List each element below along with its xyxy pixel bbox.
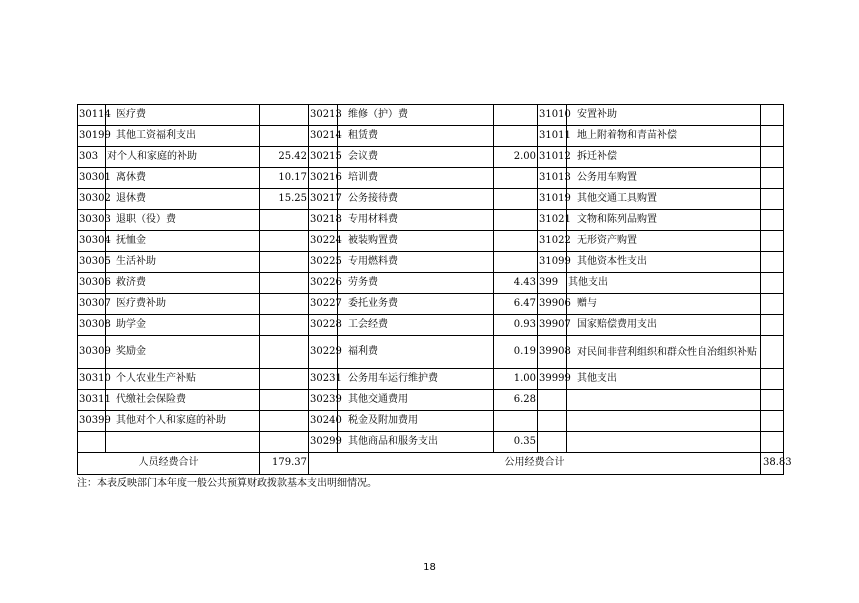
amount-cell: 6.47	[494, 294, 538, 315]
account-name-cell: 公务用车运行维护费	[338, 369, 494, 390]
account-code-cell: 30214	[309, 126, 338, 147]
table-row	[78, 189, 784, 210]
account-name-cell: 其他资本性支出	[567, 252, 761, 273]
table-row	[78, 105, 784, 126]
expenditure-detail-table	[77, 104, 792, 475]
account-name-cell: 其他交通费用	[338, 390, 494, 411]
amount-cell	[761, 273, 784, 294]
amount-cell	[260, 105, 309, 126]
table-row	[78, 231, 784, 252]
account-code-cell: 30307	[78, 294, 106, 315]
totals-row	[78, 453, 784, 475]
amount-cell	[761, 411, 784, 432]
table-row	[78, 294, 784, 315]
account-code-cell	[78, 432, 106, 453]
account-code-cell: 30226	[309, 273, 338, 294]
amount-cell	[494, 105, 538, 126]
amount-cell	[260, 294, 309, 315]
amount-cell	[260, 369, 309, 390]
account-name-cell	[567, 432, 761, 453]
table-row	[78, 390, 784, 411]
account-code-cell: 30218	[309, 210, 338, 231]
amount-cell	[761, 147, 784, 168]
amount-cell	[761, 390, 784, 411]
account-name-cell: 被装购置费	[338, 231, 494, 252]
account-code-cell	[538, 390, 567, 411]
amount-cell	[260, 273, 309, 294]
account-name-cell: 其他交通工具购置	[567, 189, 761, 210]
account-code-cell: 30217	[309, 189, 338, 210]
account-code-cell: 30216	[309, 168, 338, 189]
amount-cell: 25.42	[260, 147, 309, 168]
account-code-cell: 30199	[78, 126, 106, 147]
amount-cell	[761, 369, 784, 390]
account-code-cell: 399	[538, 273, 567, 294]
account-code-cell: 30228	[309, 315, 338, 336]
amount-cell	[494, 411, 538, 432]
account-code-cell: 30299	[309, 432, 338, 453]
account-name-cell: 无形资产购置	[567, 231, 761, 252]
amount-cell	[494, 210, 538, 231]
amount-cell	[761, 189, 784, 210]
account-name-cell: 培训费	[338, 168, 494, 189]
account-name-cell: 维修（护）费	[338, 105, 494, 126]
table-row	[78, 168, 784, 189]
account-code-cell: 30215	[309, 147, 338, 168]
account-name-cell: 其他支出	[567, 369, 761, 390]
account-code-cell: 31013	[538, 168, 567, 189]
account-code-cell: 30311	[78, 390, 106, 411]
account-name-cell	[106, 432, 260, 453]
account-code-cell: 30309	[78, 336, 106, 369]
amount-cell	[260, 315, 309, 336]
table-row	[78, 273, 784, 294]
account-code-cell: 30308	[78, 315, 106, 336]
account-name-cell: 离休费	[106, 168, 260, 189]
account-code-cell: 30227	[309, 294, 338, 315]
account-code-cell: 30114	[78, 105, 106, 126]
personnel-total-amount: 179.37	[260, 453, 309, 475]
amount-cell	[260, 336, 309, 369]
account-code-cell: 30306	[78, 273, 106, 294]
account-code-cell: 30231	[309, 369, 338, 390]
account-name-cell: 退休费	[106, 189, 260, 210]
account-name-cell: 其他对个人和家庭的补助	[106, 411, 260, 432]
account-code-cell: 31010	[538, 105, 567, 126]
personnel-total-label: 人员经费合计	[78, 453, 260, 475]
amount-cell	[494, 168, 538, 189]
amount-cell: 0.35	[494, 432, 538, 453]
account-code-cell: 30225	[309, 252, 338, 273]
table-footnote: 注：本表反映部门本年度一般公共预算财政拨款基本支出明细情况。	[77, 478, 377, 489]
account-code-cell: 39907	[538, 315, 567, 336]
account-code-cell: 30303	[78, 210, 106, 231]
amount-cell	[494, 189, 538, 210]
account-code-cell: 30240	[309, 411, 338, 432]
table-row	[78, 315, 784, 336]
amount-cell	[761, 294, 784, 315]
account-code-cell: 31022	[538, 231, 567, 252]
account-name-cell: 地上附着物和青苗补偿	[567, 126, 761, 147]
account-name-cell: 医疗费补助	[106, 294, 260, 315]
amount-cell: 0.19	[494, 336, 538, 369]
account-name-cell: 委托业务费	[338, 294, 494, 315]
account-name-cell: 赠与	[567, 294, 761, 315]
account-name-cell: 公务接待费	[338, 189, 494, 210]
account-name-cell: 代缴社会保险费	[106, 390, 260, 411]
account-code-cell: 30224	[309, 231, 338, 252]
account-name-cell: 公务用车购置	[567, 168, 761, 189]
amount-cell	[260, 210, 309, 231]
account-code-cell: 31011	[538, 126, 567, 147]
account-name-cell: 租赁费	[338, 126, 494, 147]
account-name-cell: 对个人和家庭的补助	[106, 147, 260, 168]
account-name-cell: 拆迁补偿	[567, 147, 761, 168]
account-code-cell: 30399	[78, 411, 106, 432]
account-name-cell: 个人农业生产补贴	[106, 369, 260, 390]
amount-cell	[761, 252, 784, 273]
account-name-cell: 退职（役）费	[106, 210, 260, 231]
amount-cell: 10.17	[260, 168, 309, 189]
account-name-cell	[567, 411, 761, 432]
account-code-cell: 31099	[538, 252, 567, 273]
table-row	[78, 252, 784, 273]
account-name-cell: 奖励金	[106, 336, 260, 369]
account-code-cell	[538, 411, 567, 432]
table-row	[78, 336, 784, 369]
public-total-amount: 38.83	[761, 453, 784, 475]
amount-cell	[260, 231, 309, 252]
table-row	[78, 210, 784, 231]
account-name-cell: 专用燃料费	[338, 252, 494, 273]
account-name-cell: 劳务费	[338, 273, 494, 294]
public-total-label: 公用经费合计	[309, 453, 761, 475]
amount-cell	[260, 126, 309, 147]
account-code-cell: 39908	[538, 336, 567, 369]
amount-cell	[494, 252, 538, 273]
amount-cell	[260, 411, 309, 432]
amount-cell: 2.00	[494, 147, 538, 168]
amount-cell: 6.28	[494, 390, 538, 411]
account-name-cell: 福利费	[338, 336, 494, 369]
amount-cell	[761, 210, 784, 231]
table-row	[78, 369, 784, 390]
account-code-cell: 303	[78, 147, 106, 168]
account-name-cell: 抚恤金	[106, 231, 260, 252]
amount-cell	[761, 231, 784, 252]
account-code-cell: 30239	[309, 390, 338, 411]
amount-cell: 0.93	[494, 315, 538, 336]
account-name-cell: 其他支出	[567, 273, 761, 294]
account-code-cell: 31021	[538, 210, 567, 231]
account-code-cell: 30304	[78, 231, 106, 252]
account-name-cell	[567, 390, 761, 411]
account-code-cell: 30229	[309, 336, 338, 369]
account-code-cell: 31019	[538, 189, 567, 210]
amount-cell: 15.25	[260, 189, 309, 210]
account-code-cell: 39906	[538, 294, 567, 315]
amount-cell	[761, 315, 784, 336]
account-code-cell: 30305	[78, 252, 106, 273]
account-name-cell: 会议费	[338, 147, 494, 168]
account-code-cell: 39999	[538, 369, 567, 390]
account-code-cell: 30301	[78, 168, 106, 189]
account-code-cell: 30310	[78, 369, 106, 390]
account-code-cell: 30213	[309, 105, 338, 126]
account-name-cell: 国家赔偿费用支出	[567, 315, 761, 336]
amount-cell	[260, 390, 309, 411]
amount-cell	[761, 432, 784, 453]
table-row	[78, 432, 784, 453]
table-row	[78, 411, 784, 432]
amount-cell	[260, 252, 309, 273]
account-name-cell: 其他商品和服务支出	[338, 432, 494, 453]
account-name-cell: 文物和陈列品购置	[567, 210, 761, 231]
table-row	[78, 147, 784, 168]
account-name-cell: 工会经费	[338, 315, 494, 336]
table-row	[78, 126, 784, 147]
account-name-cell: 救济费	[106, 273, 260, 294]
account-name-cell: 其他工资福利支出	[106, 126, 260, 147]
account-code-cell	[538, 432, 567, 453]
amount-cell	[260, 432, 309, 453]
amount-cell	[494, 231, 538, 252]
account-name-cell: 专用材料费	[338, 210, 494, 231]
amount-cell	[761, 105, 784, 126]
account-code-cell: 31012	[538, 147, 567, 168]
amount-cell	[761, 168, 784, 189]
amount-cell	[761, 126, 784, 147]
account-code-cell: 30302	[78, 189, 106, 210]
account-name-cell: 对民间非营利组织和群众性自治组织补贴	[567, 336, 761, 369]
account-name-cell: 税金及附加费用	[338, 411, 494, 432]
amount-cell	[494, 126, 538, 147]
account-name-cell: 生活补助	[106, 252, 260, 273]
page-number: 18	[423, 562, 436, 573]
account-name-cell: 医疗费	[106, 105, 260, 126]
amount-cell	[761, 336, 784, 369]
account-name-cell: 助学金	[106, 315, 260, 336]
amount-cell: 4.43	[494, 273, 538, 294]
amount-cell: 1.00	[494, 369, 538, 390]
account-name-cell: 安置补助	[567, 105, 761, 126]
